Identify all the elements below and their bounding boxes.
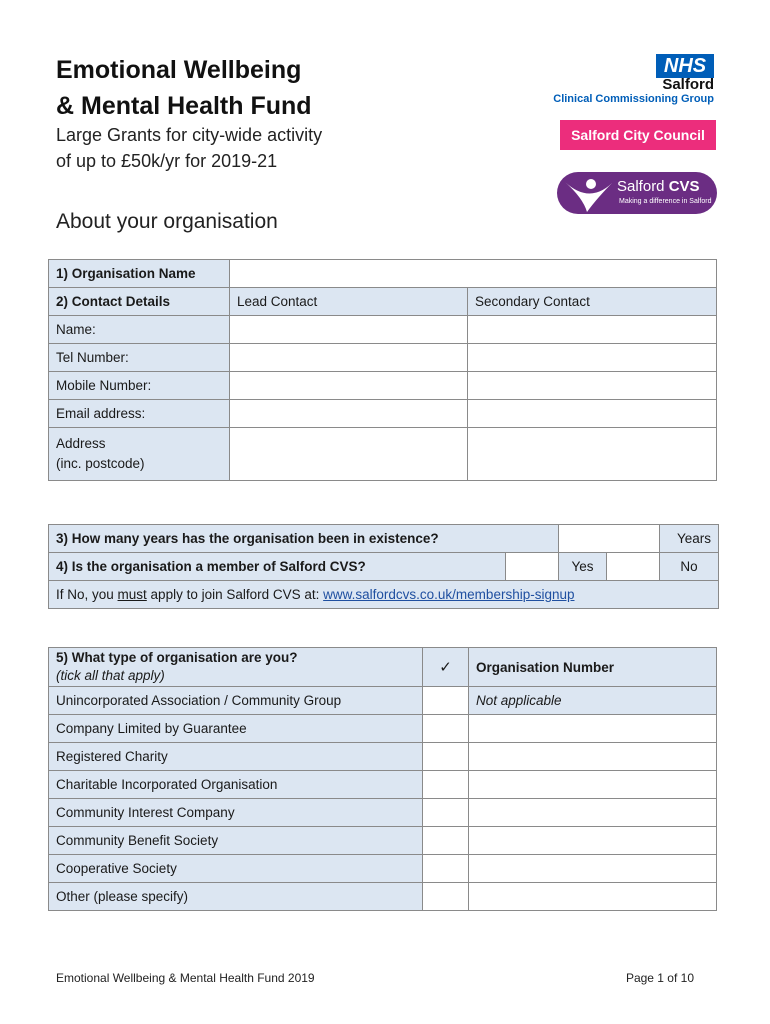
cvs-member-question: 4) Is the organisation a member of Salford CVS? [49,553,506,581]
name-label: Name: [49,316,230,344]
org-number-cooperative[interactable] [469,855,717,883]
years-field[interactable] [559,525,660,553]
years-question: 3) How many years has the organisation been in existence? [49,525,559,553]
tick-registered-charity[interactable] [423,743,469,771]
type-cooperative: Cooperative Society [49,855,423,883]
tel-label: Tel Number: [49,344,230,372]
section-title: About your organisation [56,210,278,233]
address-label-line-1: Address [56,436,106,451]
org-type-question-text: 5) What type of organisation are you? [56,650,298,665]
secondary-mobile-field[interactable] [468,372,717,400]
table-row [49,743,717,771]
table-row [49,771,717,799]
secondary-address-field[interactable] [468,428,717,481]
type-cic: Community Interest Company [49,799,423,827]
membership-note [49,581,719,609]
lead-address-field[interactable] [230,428,468,481]
table-row [49,799,717,827]
yes-checkbox[interactable] [506,553,559,581]
tick-cooperative[interactable] [423,855,469,883]
type-other: Other (please specify) [49,883,423,911]
cvs-name-b: CVS [668,178,700,195]
note-must: must [117,587,147,602]
no-checkbox[interactable] [607,553,660,581]
table-row [49,400,717,428]
tick-cic[interactable] [423,799,469,827]
table-row [49,288,717,316]
address-label [49,428,230,481]
yes-label: Yes [559,553,607,581]
table-row [49,855,717,883]
org-number-other[interactable] [469,883,717,911]
table-row [49,316,717,344]
lead-mobile-field[interactable] [230,372,468,400]
page-title [56,52,312,124]
table-row [49,553,719,581]
tick-header: ✓ [423,648,469,687]
org-number-unincorporated: Not applicable [469,687,717,715]
type-community-benefit: Community Benefit Society [49,827,423,855]
secondary-name-field[interactable] [468,316,717,344]
tick-cio[interactable] [423,771,469,799]
title-line-1: Emotional Wellbeing [56,56,302,84]
org-number-community-benefit[interactable] [469,827,717,855]
cvs-name-a: Salford [617,178,669,195]
table-row [49,883,717,911]
org-type-hint: (tick all that apply) [56,668,165,683]
cvs-name [617,178,700,195]
contact-details-label: 2) Contact Details [49,288,230,316]
secondary-contact-header: Secondary Contact [468,288,717,316]
subtitle-line-1: Large Grants for city-wide activity [56,125,323,145]
lead-tel-field[interactable] [230,344,468,372]
nhs-ccg-text: Clinical Commissioning Group [553,93,714,105]
type-registered-charity: Registered Charity [49,743,423,771]
lead-name-field[interactable] [230,316,468,344]
secondary-tel-field[interactable] [468,344,717,372]
table-row [49,525,719,553]
org-name-label: 1) Organisation Name [49,260,230,288]
type-cio: Charitable Incorporated Organisation [49,771,423,799]
cvs-tagline: Making a difference in Salford [619,198,712,205]
page-number: Page 1 of 10 [625,971,694,985]
title-line-2: & Mental Health Fund [56,92,312,120]
address-label-line-2: (inc. postcode) [56,456,145,471]
subtitle-line-2: of up to £50k/yr for 2019-21 [56,151,278,171]
org-number-cic[interactable] [469,799,717,827]
org-type-question [49,648,423,687]
org-number-registered-charity[interactable] [469,743,717,771]
existence-table [48,524,719,609]
table-row [49,344,717,372]
mobile-label: Mobile Number: [49,372,230,400]
salford-cvs-logo [557,172,717,214]
type-unincorporated: Unincorporated Association / Community Group [49,687,423,715]
table-row [49,648,717,687]
note-mid: apply to join Salford CVS at: [146,587,324,602]
table-row [49,687,717,715]
lead-email-field[interactable] [230,400,468,428]
contact-table [48,259,717,481]
tick-company-guarantee[interactable] [423,715,469,743]
table-row [49,715,717,743]
nhs-logo: NHS [656,54,714,78]
table-row [49,260,717,288]
type-company-guarantee: Company Limited by Guarantee [49,715,423,743]
page-subtitle [56,122,322,174]
table-row [49,581,719,609]
org-number-header: Organisation Number [469,648,717,687]
tick-unincorporated[interactable] [423,687,469,715]
org-name-field[interactable] [230,260,717,288]
cvs-figure-icon [557,172,617,214]
salford-city-council-logo: Salford City Council [560,120,716,150]
nhs-salford-text: Salford [662,76,714,93]
org-type-table [48,647,717,911]
note-prefix: If No, you [56,587,118,602]
table-row [49,428,717,481]
org-number-company-guarantee[interactable] [469,715,717,743]
membership-signup-link[interactable]: www.salfordcvs.co.uk/membership-signup [323,587,575,602]
table-row [49,827,717,855]
table-row [49,372,717,400]
tick-community-benefit[interactable] [423,827,469,855]
tick-other[interactable] [423,883,469,911]
years-unit: Years [660,525,719,553]
no-label: No [660,553,719,581]
lead-contact-header: Lead Contact [230,288,468,316]
email-label: Email address: [49,400,230,428]
secondary-email-field[interactable] [468,400,717,428]
footer-title: Emotional Wellbeing & Mental Health Fund 2019 [56,971,315,985]
org-number-cio[interactable] [469,771,717,799]
